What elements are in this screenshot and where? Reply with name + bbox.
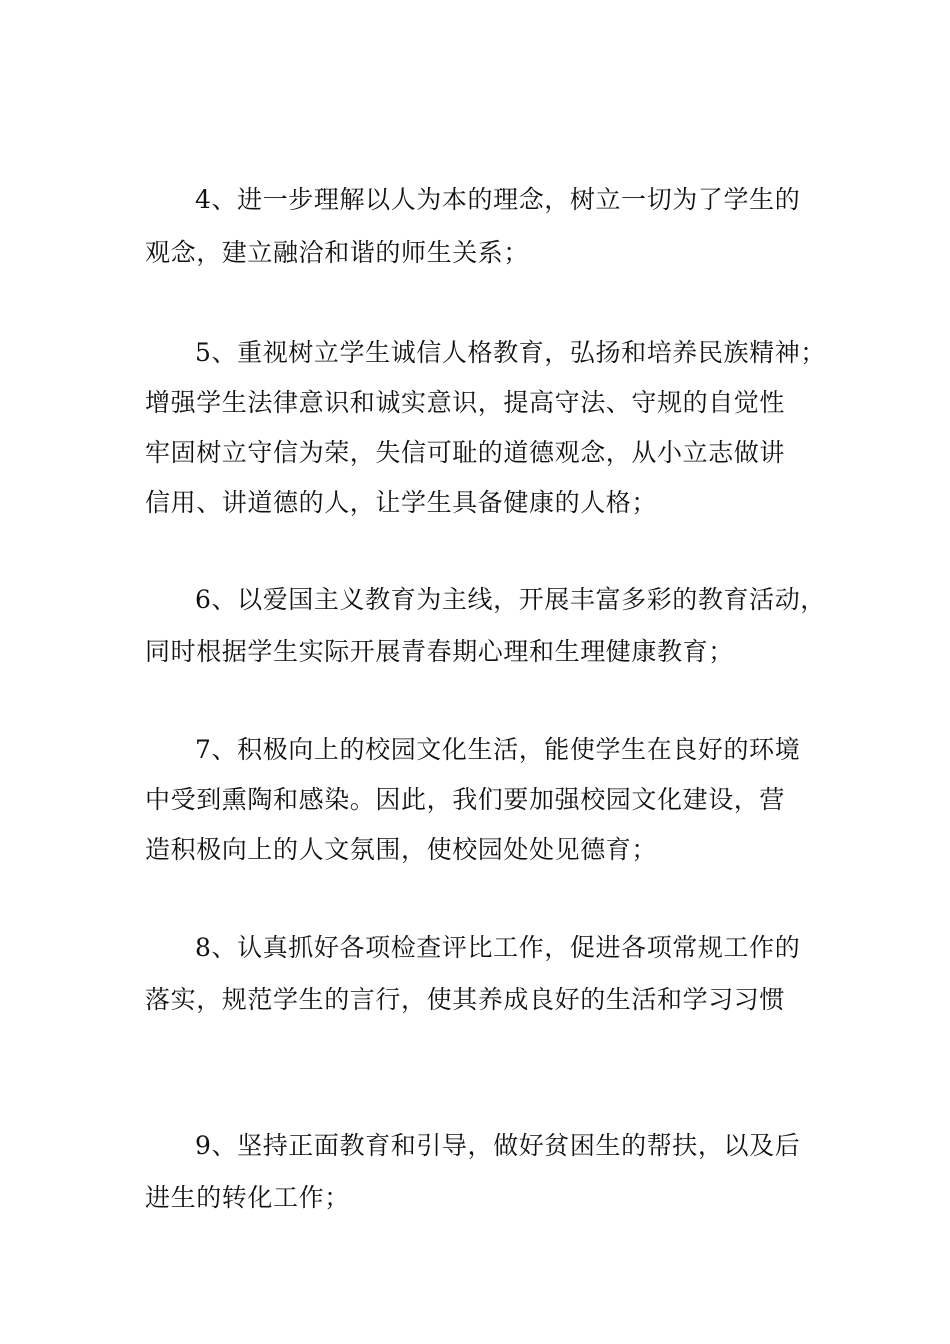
paragraph-4-line-1: 4、进一步理解以人为本的理念，树立一切为了学生的	[195, 185, 801, 214]
paragraph-5-line-4: 信用、讲道德的人，让学生具备健康的人格；	[145, 488, 658, 517]
paragraph-9-line-2: 进生的转化工作；	[145, 1183, 350, 1212]
paragraph-6-line-1: 6、以爱国主义教育为主线，开展丰富多彩的教育活动，	[195, 585, 826, 614]
paragraph-5-line-1: 5、重视树立学生诚信人格教育，弘扬和培养民族精神；	[195, 338, 826, 367]
paragraph-7-line-3: 造积极向上的人文氛围，使校园处处见德育；	[145, 835, 658, 864]
paragraph-8-line-2: 落实，规范学生的言行，使其养成良好的生活和学习习惯	[145, 985, 786, 1014]
paragraph-5-line-2: 增强学生法律意识和诚实意识，提高守法、守规的自觉性	[145, 388, 786, 417]
paragraph-8-line-1: 8、认真抓好各项检查评比工作，促进各项常规工作的	[195, 933, 801, 962]
paragraph-6-line-2: 同时根据学生实际开展青春期心理和生理健康教育；	[145, 637, 734, 666]
paragraph-5-line-3: 牢固树立守信为荣，失信可耻的道德观念，从小立志做讲	[145, 438, 786, 467]
paragraph-9-line-1: 9、坚持正面教育和引导，做好贫困生的帮扶，以及后	[195, 1131, 801, 1160]
paragraph-7-line-2: 中受到熏陶和感染。因此，我们要加强校园文化建设，营	[145, 785, 786, 814]
paragraph-4-line-2: 观念，建立融洽和谐的师生关系；	[145, 238, 530, 267]
paragraph-7-line-1: 7、积极向上的校园文化生活，能使学生在良好的环境	[195, 735, 801, 764]
